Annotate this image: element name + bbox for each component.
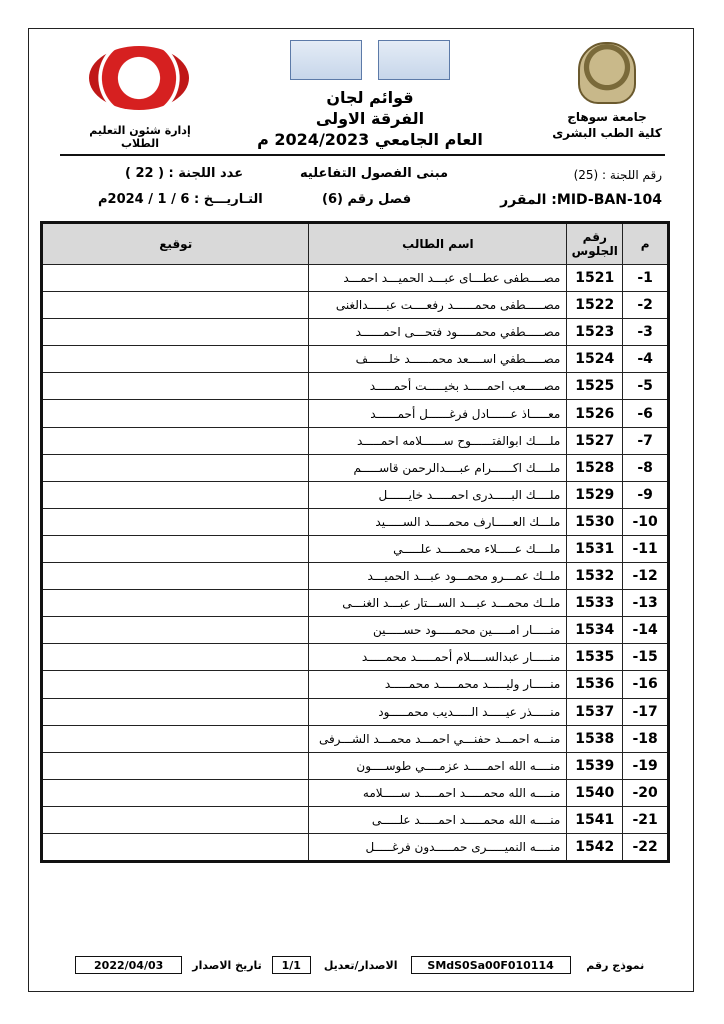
- student-name: منــــه الله محمـــــد احمـــــد علـــــى: [309, 806, 567, 833]
- student-name: مصـــــطفي محمـــــود فتحـــى احمــــــد: [309, 319, 567, 346]
- student-name: ملــك عمـــرو محمـــود عبـــد الحميـــد: [309, 563, 567, 590]
- header-divider: [60, 154, 665, 156]
- seat-number: 1541: [567, 806, 623, 833]
- student-name: ملــــك البـــــدرى احمـــــد خايــــــل: [309, 481, 567, 508]
- department-block: [70, 40, 210, 150]
- signature-cell: [42, 292, 309, 319]
- signature-cell: [42, 833, 309, 861]
- signature-cell: [42, 265, 309, 292]
- row-number: -6: [623, 400, 669, 427]
- student-name: ملــــك اكــــــرام عبــــدالرحمن قاســـــم: [309, 454, 567, 481]
- university-name: جامعة سوهاج: [567, 110, 647, 124]
- seat-number: 1533: [567, 590, 623, 617]
- seat-number: 1539: [567, 752, 623, 779]
- student-name: منــــه الله محمـــــد احمـــــد ســـــلامه: [309, 779, 567, 806]
- university-logo: [578, 42, 636, 104]
- signature-cell: [42, 752, 309, 779]
- academic-year: العام الجامعي 2024/2023 م: [257, 130, 483, 149]
- seat-number: 1527: [567, 427, 623, 454]
- signature-cell: [42, 563, 309, 590]
- table-row: [42, 346, 669, 373]
- seat-number: 1537: [567, 698, 623, 725]
- row-number: -21: [623, 806, 669, 833]
- row-number: -18: [623, 725, 669, 752]
- row-number: -3: [623, 319, 669, 346]
- row-number: -1: [623, 265, 669, 292]
- row-number: -19: [623, 752, 669, 779]
- table-row: [42, 400, 669, 427]
- signature-cell: [42, 535, 309, 562]
- student-name: منـــه احمـــد حفنـــي احمـــد محمـــد الشـــرفى: [309, 725, 567, 752]
- university-block: [552, 42, 662, 140]
- signature-cell: [42, 427, 309, 454]
- student-name: ملــــك عـــــلاء محمـــــد علـــــي: [309, 535, 567, 562]
- signature-cell: [42, 319, 309, 346]
- row-number: -10: [623, 508, 669, 535]
- exam-date: التـاريـــخ : 6 / 1 / 2024م: [98, 192, 263, 207]
- form-label: نموذج رقم: [586, 958, 645, 972]
- course-code: المقرر :MID-BAN-104: [500, 192, 662, 208]
- row-number: -9: [623, 481, 669, 508]
- signature-cell: [42, 671, 309, 698]
- seat-number: 1528: [567, 454, 623, 481]
- table-row: [42, 590, 669, 617]
- seat-number: 1542: [567, 833, 623, 861]
- student-name: منـــــار عبدالســــلام أحمـــــد محمـــــد: [309, 644, 567, 671]
- signature-cell: [42, 617, 309, 644]
- student-name: مصـــــعب احمـــــد بخيـــــت أحمـــــد: [309, 373, 567, 400]
- row-number: -7: [623, 427, 669, 454]
- seat-number: 1535: [567, 644, 623, 671]
- table-row: [42, 454, 669, 481]
- classroom: فصل رقم (6): [322, 192, 412, 207]
- student-name: منـــــار وليـــــد محمـــــد محمـــــد: [309, 671, 567, 698]
- row-number: -8: [623, 454, 669, 481]
- signature-cell: [42, 508, 309, 535]
- edition-label: الاصدار/تعديل: [323, 958, 398, 972]
- header-num: م: [623, 223, 669, 265]
- student-name: ملــــك ابوالفتــــــوح ســــــلامه احمـــــد: [309, 427, 567, 454]
- seat-number: 1530: [567, 508, 623, 535]
- table-header-row: [42, 223, 669, 265]
- signature-cell: [42, 725, 309, 752]
- seat-number: 1529: [567, 481, 623, 508]
- student-name: منــــه الله احمـــــد عزمــــي طوســــون: [309, 752, 567, 779]
- table-row: [42, 535, 669, 562]
- signature-cell: [42, 590, 309, 617]
- header-signature: توقيع: [42, 223, 309, 265]
- department-name: إدارة شئون التعليم الطلاب: [89, 124, 191, 150]
- seat-number: 1525: [567, 373, 623, 400]
- table-row: [42, 292, 669, 319]
- table-row: [42, 617, 669, 644]
- table-row: [42, 563, 669, 590]
- table-row: [42, 833, 669, 861]
- seat-number: 1524: [567, 346, 623, 373]
- header-seat: رقم الجلوس: [567, 223, 623, 265]
- issue-date: 2022/04/03: [76, 957, 182, 974]
- student-name: مصـــــطفى محمــــــد رفعــــت عبـــــدالغنى: [309, 292, 567, 319]
- page-title: قوائم لجان: [326, 88, 414, 107]
- table-row: [42, 752, 669, 779]
- table-row: [42, 319, 669, 346]
- seat-number: 1540: [567, 779, 623, 806]
- seat-number: 1523: [567, 319, 623, 346]
- student-name: منـــــار امـــــين محمـــــود حســـــين: [309, 617, 567, 644]
- seat-number: 1536: [567, 671, 623, 698]
- footer-table: [75, 956, 660, 974]
- row-number: -13: [623, 590, 669, 617]
- signature-cell: [42, 806, 309, 833]
- row-number: -12: [623, 563, 669, 590]
- student-name: ملــك محمـــد عبـــد الســـتار عبـــد الغنـــى: [309, 590, 567, 617]
- students-table: [40, 221, 670, 863]
- department-logo: [85, 40, 195, 110]
- table-row: [42, 265, 669, 292]
- row-number: -4: [623, 346, 669, 373]
- seat-number: 1538: [567, 725, 623, 752]
- signature-cell: [42, 373, 309, 400]
- row-number: -5: [623, 373, 669, 400]
- row-number: -14: [623, 617, 669, 644]
- committee-count: عدد اللجنة : ( 22 ): [125, 166, 244, 181]
- table-row: [42, 671, 669, 698]
- table-row: [42, 698, 669, 725]
- row-number: -20: [623, 779, 669, 806]
- signature-cell: [42, 454, 309, 481]
- student-name: مصـــــطفي اســــعد محمــــــد خلــــــف: [309, 346, 567, 373]
- row-number: -11: [623, 535, 669, 562]
- table-row: [42, 779, 669, 806]
- seat-number: 1534: [567, 617, 623, 644]
- student-name: منــــه النميـــــرى حمـــــدون فرغـــــل: [309, 833, 567, 861]
- student-name: معـــــاذ عــــــادل فرغــــــل أحمــــــد: [309, 400, 567, 427]
- signature-cell: [42, 346, 309, 373]
- student-name: مصــــطفى عطـــاى عبـــد الحميـــد احمـــد: [309, 265, 567, 292]
- seat-number: 1521: [567, 265, 623, 292]
- building-name: مبنى الفصول التفاعليه: [300, 166, 449, 181]
- table-row: [42, 725, 669, 752]
- header-name: اسم الطالب: [309, 223, 567, 265]
- seat-number: 1522: [567, 292, 623, 319]
- form-code: SMdS0Sa00F010114: [411, 957, 570, 974]
- signature-cell: [42, 481, 309, 508]
- student-name: منـــــذر عيـــــد الـــــديب محمـــــود: [309, 698, 567, 725]
- signature-cell: [42, 644, 309, 671]
- table-row: [42, 508, 669, 535]
- row-number: -15: [623, 644, 669, 671]
- certification-logo-1: [290, 40, 362, 80]
- seat-number: 1532: [567, 563, 623, 590]
- student-name: ملـــك العـــــارف محمـــــد الســـــيد: [309, 508, 567, 535]
- row-number: -17: [623, 698, 669, 725]
- signature-cell: [42, 400, 309, 427]
- seat-number: 1526: [567, 400, 623, 427]
- edition-value: 1/1: [272, 957, 310, 974]
- row-number: -2: [623, 292, 669, 319]
- table-row: [42, 481, 669, 508]
- title-block: [250, 40, 490, 149]
- seat-number: 1531: [567, 535, 623, 562]
- issue-label: تاريخ الاصدار: [192, 958, 262, 972]
- table-row: [42, 427, 669, 454]
- signature-cell: [42, 698, 309, 725]
- signature-cell: [42, 779, 309, 806]
- table-row: [42, 644, 669, 671]
- table-row: [42, 373, 669, 400]
- row-number: -22: [623, 833, 669, 861]
- table-row: [42, 806, 669, 833]
- faculty-name: كلية الطب البشرى: [552, 126, 662, 140]
- committee-number: رقم اللجنة : (25): [573, 168, 662, 182]
- certification-logo-2: [378, 40, 450, 80]
- level-title: الفرقة الاولى: [315, 109, 425, 128]
- row-number: -16: [623, 671, 669, 698]
